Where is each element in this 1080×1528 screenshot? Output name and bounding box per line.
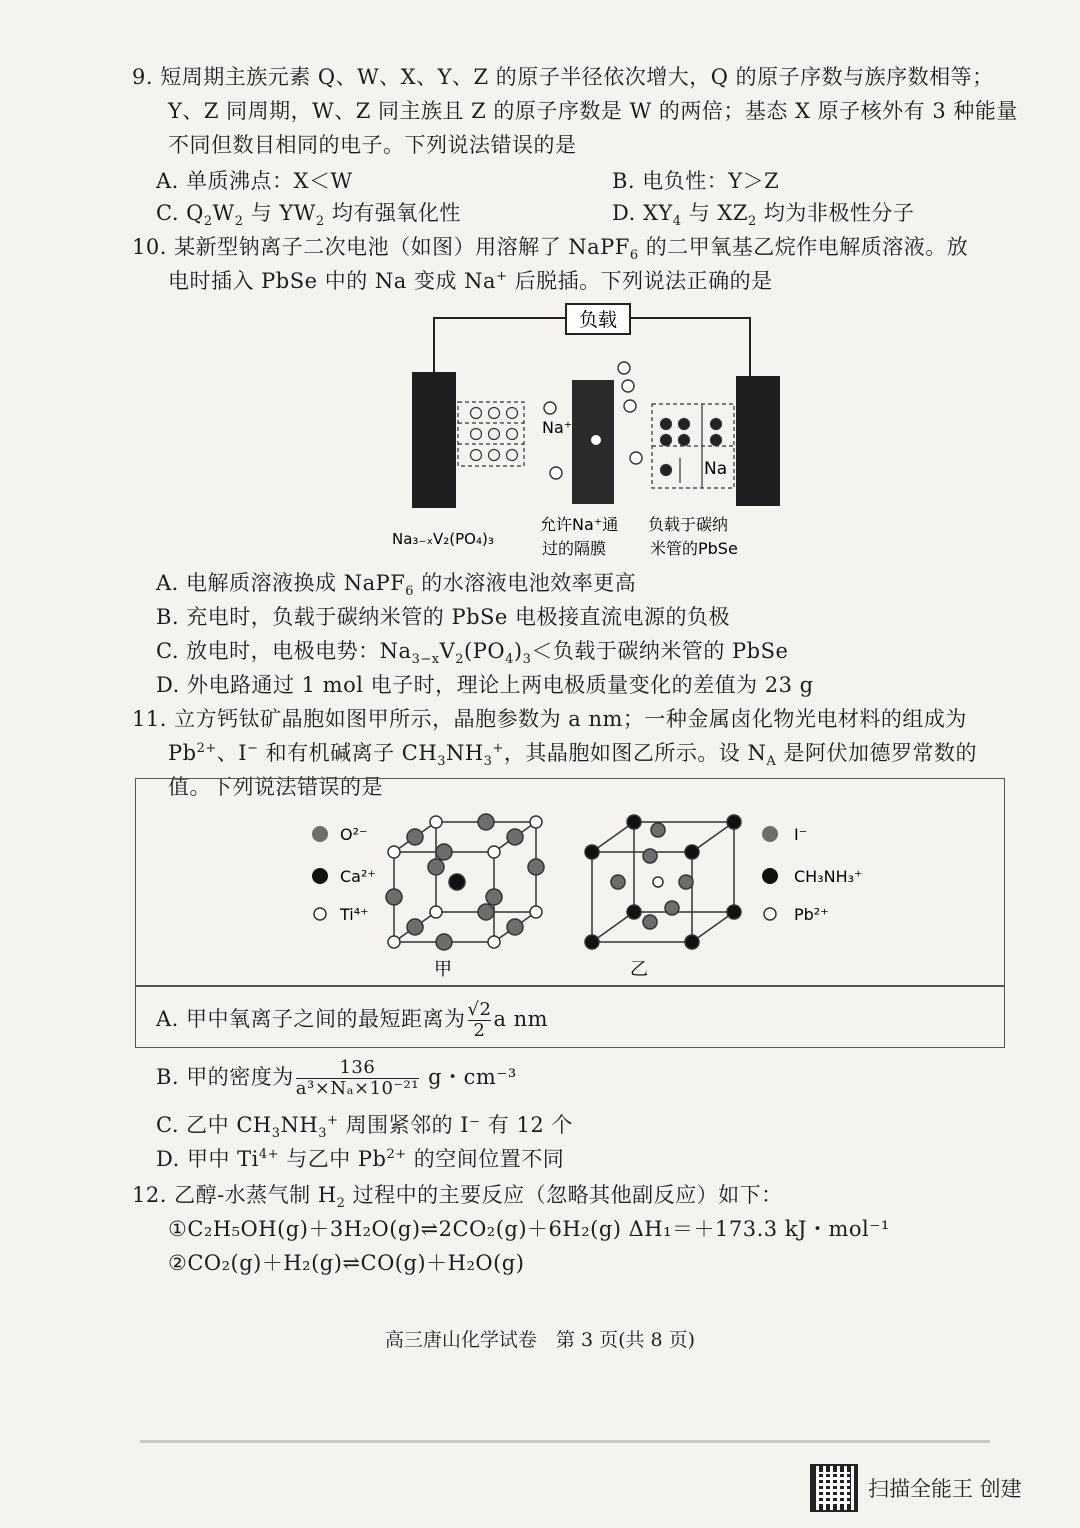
- cell-yi-atoms: [585, 815, 741, 949]
- legend-pb: Pb²⁺: [794, 905, 829, 924]
- battery-diagram: [380, 298, 800, 563]
- q9-option-b: B. 电负性：Y＞Z: [612, 169, 780, 193]
- cell-jia-atoms: [386, 814, 544, 950]
- crystal-cells-diagram: [300, 800, 880, 980]
- q10-option-a: A. 电解质溶液换成 NaPF$_6$ 的水溶液电池效率更高: [156, 571, 637, 600]
- q11-option-b: B. 甲的密度为 $\frac{136}{\text{a³×Nₐ×10⁻²¹}}$ g・cm⁻³: [156, 1057, 517, 1099]
- q10-line2: 电时插入 PbSe 中的 Na 变成 Na+ 后脱插。下列说法正确的是: [168, 269, 773, 293]
- q10-option-d: D. 外电路通过 1 mol 电子时，理论上两电极质量变化的差值为 23 g: [156, 673, 814, 697]
- q9-line3: 不同但数目相同的电子。下列说法错误的是: [168, 133, 577, 157]
- label-yi: 乙: [630, 959, 648, 980]
- q11-option-a: A. 甲中氧离子之间的最短距离为 $\frac{√2}{2}$ a nm: [156, 999, 549, 1041]
- q9-option-d: D. $XY_4$ 与 $XZ_2$ 均为非极性分子: [612, 201, 915, 230]
- q11-option-d: D. 甲中 $Ti^{4+}$ 与乙中 $Pb^{2+}$ 的空间位置不同: [156, 1147, 565, 1171]
- q9-option-a: A. 单质沸点：X＜W: [156, 169, 353, 193]
- scanner-watermark: [810, 1460, 1022, 1516]
- legend-left: [312, 825, 376, 924]
- q10-line1: 10. 某新型钠离子二次电池（如图）用溶解了 NaPF$_6$ 的二甲氧基乙烷作电解质溶液。放: [132, 235, 969, 264]
- left-layer-structure: [458, 402, 524, 466]
- right-electrode: [736, 376, 780, 506]
- legend-ch3nh3: CH₃NH₃⁺: [794, 867, 863, 886]
- q10-option-b: B. 充电时，负载于碳纳米管的 PbSe 电极接直流电源的负极: [156, 605, 731, 629]
- q11-line3: 值。下列说法错误的是: [168, 775, 383, 799]
- q12-reaction-2: ②CO₂(g)＋H₂(g)⇌CO(g)＋H₂O(g): [168, 1251, 525, 1275]
- legend-i: I⁻: [794, 825, 808, 844]
- pbse-label-1: 负载于碳纳: [648, 515, 729, 534]
- na-label: Na: [704, 459, 728, 479]
- na-plus-label: Na⁺: [542, 418, 573, 437]
- legend-ti: Ti⁴⁺: [340, 905, 369, 924]
- page-footer: 高三唐山化学试卷 第 3 页(共 8 页): [384, 1329, 696, 1351]
- scan-edge-line: [140, 1440, 990, 1443]
- q9-line2: Y、Z 同周期，W、Z 同主族且 Z 的原子序数是 W 的两倍；基态 X 原子核外有 3 种能量: [168, 99, 1018, 123]
- q9-option-c: C. $Q_2W_2$ 与 $YW_2$ 均有强氧化性: [156, 201, 461, 230]
- label-jia: 甲: [434, 959, 452, 980]
- legend-o: O²⁻: [340, 825, 368, 844]
- membrane-label-1: 允许Na⁺通: [540, 515, 619, 534]
- q9-line1: 9. 短周期主族元素 Q、W、X、Y、Z 的原子半径依次增大，Q 的原子序数与族序数相等；: [132, 65, 994, 89]
- legend-right: [762, 825, 862, 924]
- membrane-label-2: 过的隔膜: [542, 539, 607, 558]
- qr-code-icon: [810, 1464, 858, 1512]
- q11-line2: $Pb^{2+}$、I− 和有机碱离子 $CH_3NH_3^+$，其晶胞如图乙所示。设 $N_A$ 是阿伏加德罗常数的: [168, 741, 977, 770]
- load-label: 负载: [578, 309, 618, 331]
- q12-reaction-1: ①C₂H₅OH(g)＋3H₂O(g)⇌2CO₂(g)＋6H₂(g) ΔH₁＝＋173.3 kJ・mol⁻¹: [168, 1217, 890, 1241]
- pbse-label-2: 米管的PbSe: [650, 539, 738, 558]
- q10-option-c: C. 放电时，电极电势：$Na_{3-x}V_2(PO_4)_3<$负载于碳纳米管的 PbSe: [156, 639, 789, 668]
- left-electrode: [412, 372, 456, 508]
- q11-line1: 11. 立方钙钛矿晶胞如图甲所示，晶胞参数为 a nm；一种金属卤化物光电材料的组成为: [132, 707, 967, 731]
- q11-option-c: C. 乙中 $CH_3NH_3^+$ 周围紧邻的 I⁻ 有 12 个: [156, 1113, 573, 1142]
- left-electrode-label: Na₃₋ₓV₂(PO₄)₃: [392, 530, 494, 548]
- na-ion-in-membrane: [591, 435, 601, 445]
- watermark-text: 扫描全能王 创建: [868, 1477, 1022, 1501]
- q12-line1: 12. 乙醇-水蒸气制 $H_2$ 过程中的主要反应（忽略其他副反应）如下：: [132, 1183, 783, 1212]
- crystal-figure-divider: [135, 985, 1005, 987]
- legend-ca: Ca²⁺: [340, 867, 376, 886]
